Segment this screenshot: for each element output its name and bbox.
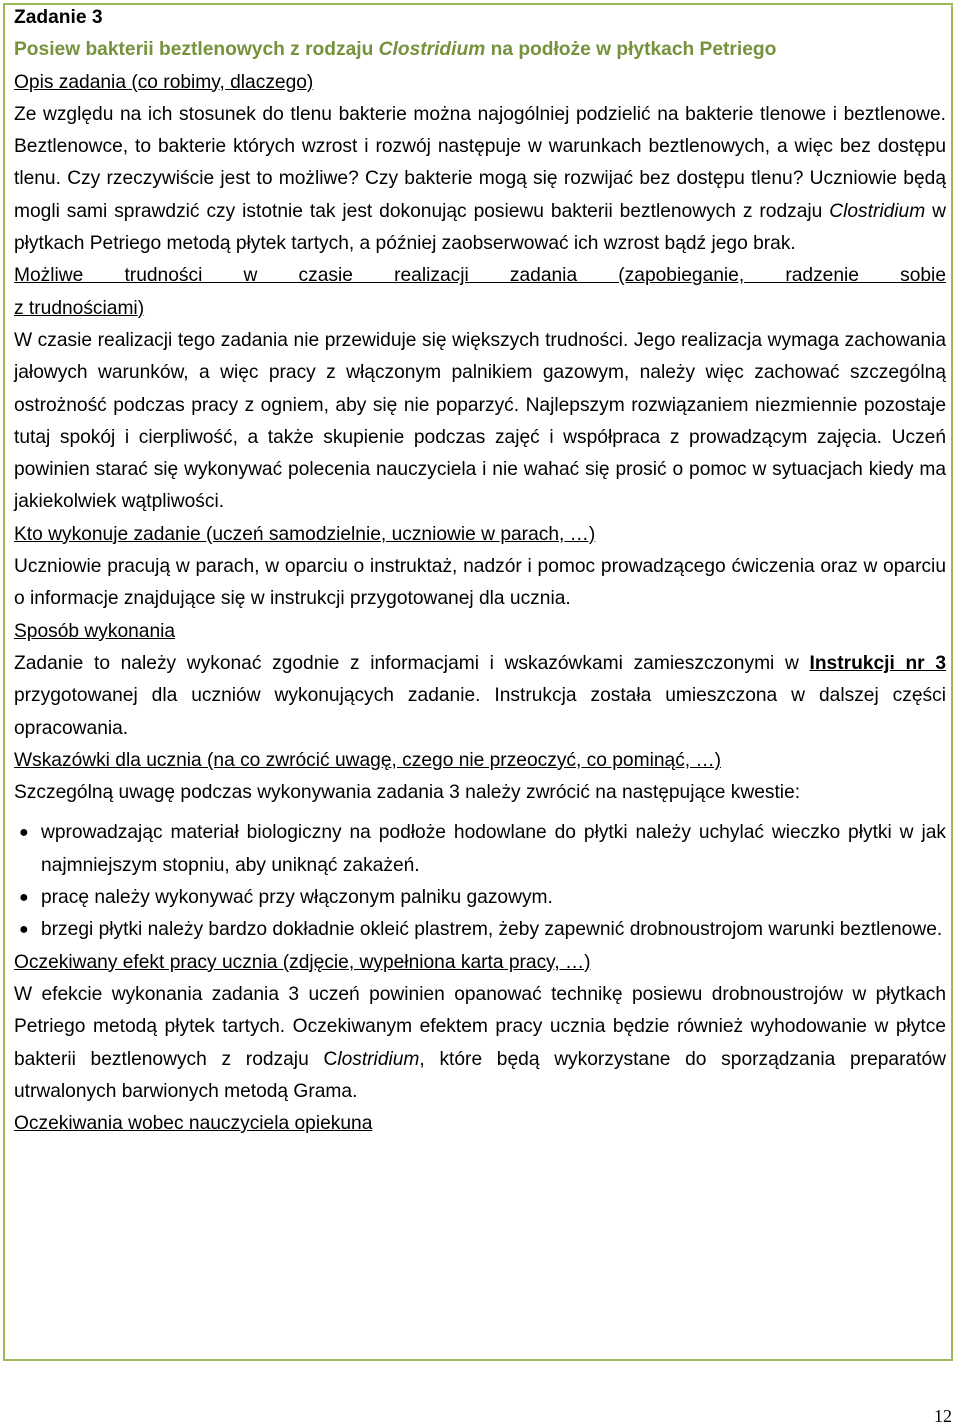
bullet-icon: ● [19, 824, 29, 842]
method-text [14, 648, 946, 745]
list-item [14, 817, 946, 882]
who-text: Uczniowie pracują w parach, w oparciu o instruktaż, nadzór i pomoc prowadzącego ćwiczenia oraz w oparciu o informacje znajdujące się w instrukcji przygotowanej dla ucznia. [14, 556, 946, 610]
description-heading: Opis zadania (co robimy, dlaczego) [14, 71, 314, 93]
teacher-heading: Oczekiwania wobec nauczyciela opiekuna [14, 1113, 373, 1135]
method-part-2: przygotowanej dla uczniów wykonujących zadanie. Instrukcja została umieszczona w dalszej części opracowania. [14, 685, 946, 739]
method-heading: Sposób wykonania [14, 620, 176, 642]
list-item-text: wprowadzając materiał biologiczny na podłoże hodowlane do płytki należy uchylać wieczko płytki w jak najmniejszym stopniu, aby uniknąć zakażeń. [41, 822, 946, 876]
list-item [14, 914, 946, 946]
subtitle-text: Posiew bakterii beztlenowych z rodzaju [14, 39, 379, 61]
difficulties-heading-line-2: z trudnościami) [14, 297, 145, 319]
method-part-1: Zadanie to należy wykonać zgodnie z informacjami i wskazówkami zamieszczonymi w [14, 652, 810, 674]
list-item-text: pracę należy wykonywać przy włączonym palniku gazowym. [41, 887, 553, 909]
difficulties-text: W czasie realizacji tego zadania nie przewiduje się większych trudności. Jego realizacja wymaga zachowania jałowych warunków, a więc pracy z włączonym palnikiem gazowym, należy więc zachować szczególną ostrożność podczas pracy z ogniem, aby się nie poparzyć. Najlepszym rozwiązaniem niezmiennie pozostaje tutaj spokój i cierpliwość, a także skupienie podczas zajęć i współpraca z prowadzącym zajęcia. Uczeń powinien starać się wykonywać polecenia nauczyciela i nie wahać się prosić o pomoc w sytuacjach kiedy ma jakiekolwiek wątpliwości. [14, 329, 946, 513]
list-item [14, 882, 946, 914]
page-number: 12 [934, 1406, 952, 1426]
tips-list [14, 817, 946, 946]
subtitle-text-end: na podłoże w płytkach Petriego [485, 39, 777, 61]
subtitle-italic: Clostridium [378, 39, 486, 61]
task-subtitle [14, 34, 946, 66]
effect-heading: Oczekiwany efekt pracy ucznia (zdjęcie, wypełniona karta pracy, …) [14, 951, 591, 973]
effect-text [14, 979, 946, 1108]
instruction-reference: Instrukcji nr 3 [809, 652, 946, 674]
bullet-icon: ● [19, 889, 29, 907]
difficulties-heading-line-1: Możliwe trudności w czasie realizacji zadania (zapobieganie, radzenie sobie [14, 265, 946, 287]
document-body [14, 2, 946, 1140]
description-part-2: w płytkach Petriego metodą płytek tartych, a później zaobserwować ich wzrost bądź jego brak. [14, 200, 947, 255]
bullet-icon: ● [19, 921, 29, 939]
effect-part-1: W efekcie wykonania zadania 3 uczeń powinien opanować technikę posiewu drobnoustrojów w płytkach Petriego metodą płytek tartych. Oczekiwanym efektem pracy ucznia będzie również wyhodowanie w płytce bakterii beztlenowych z rodzaju C [14, 983, 946, 1070]
task-title: Zadanie 3 [14, 7, 103, 28]
tips-intro: Szczególną uwagę podczas wykonywania zadania 3 należy zwrócić na następujące kwestie: [14, 782, 801, 804]
description-text [14, 99, 946, 260]
effect-part-2: , które będą wykorzystane do sporządzania preparatów utrwalonych barwionych metodą Grama. [14, 1048, 946, 1102]
description-italic: Clostridium [829, 200, 926, 222]
list-item-text: brzegi płytki należy bardzo dokładnie okleić plastrem, żeby zapewnić drobnoustrojom warunki beztlenowe. [41, 919, 943, 941]
who-heading: Kto wykonuje zadanie (uczeń samodzielnie, uczniowie w parach, …) [14, 523, 596, 545]
tips-heading: Wskazówki dla ucznia (na co zwrócić uwagę, czego nie przeoczyć, co pominąć, …) [14, 749, 722, 771]
description-part-1: Ze względu na ich stosunek do tlenu bakterie można najogólniej podzielić na bakterie tlenowe i beztlenowe. Beztlenowce, to bakterie których wzrost i rozwój następuje w warunkach beztlenowych, a więc bez dostępu tlenu. Czy rzeczywiście jest to możliwe? Czy bakterie mogą się rozwijać bez dostępu tlenu? Uczniowie będą mogli sami sprawdzić czy istotnie tak jest dokonując posiewu bakterii beztlenowych z rodzaju [14, 103, 946, 222]
effect-italic: lostridium [337, 1048, 420, 1070]
